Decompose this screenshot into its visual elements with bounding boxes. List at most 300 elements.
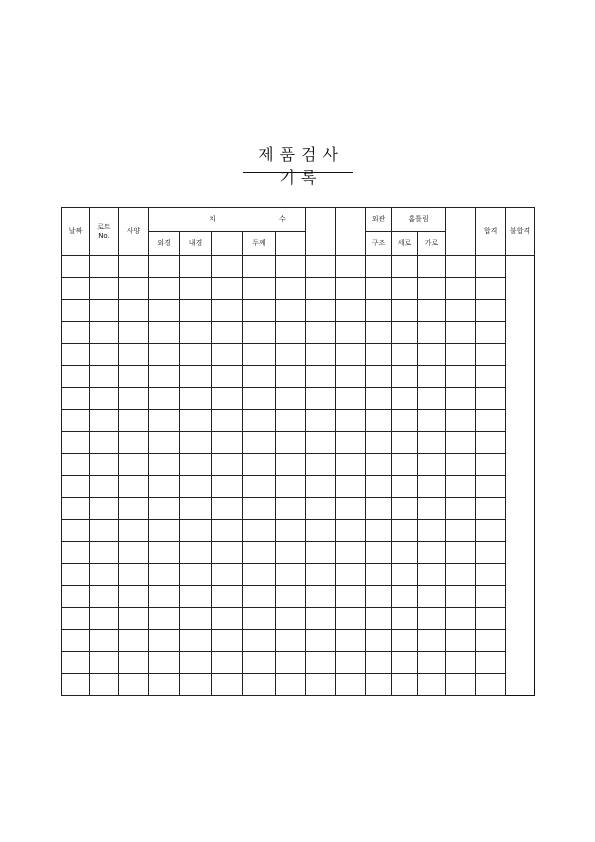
table-cell xyxy=(119,300,149,322)
table-cell xyxy=(119,454,149,476)
table-row xyxy=(62,322,535,344)
table-cell xyxy=(62,674,90,696)
header-inner-diameter: 내경 xyxy=(180,232,212,256)
table-cell xyxy=(119,432,149,454)
table-cell xyxy=(149,454,180,476)
table-cell xyxy=(90,454,119,476)
table-cell xyxy=(446,608,476,630)
table-cell xyxy=(243,322,276,344)
table-cell xyxy=(476,586,506,608)
table-cell xyxy=(336,300,366,322)
table-cell xyxy=(90,586,119,608)
table-cell xyxy=(446,410,476,432)
table-cell xyxy=(446,432,476,454)
table-cell xyxy=(119,388,149,410)
table-cell xyxy=(392,498,418,520)
table-cell xyxy=(366,542,392,564)
table-cell xyxy=(366,652,392,674)
table-cell xyxy=(392,652,418,674)
header-appearance: 외관 xyxy=(366,208,392,232)
header-dimensions xyxy=(149,208,306,232)
table-cell xyxy=(336,322,366,344)
table-cell xyxy=(90,322,119,344)
table-cell xyxy=(418,564,446,586)
table-cell xyxy=(392,300,418,322)
table-cell xyxy=(180,410,212,432)
table-cell xyxy=(62,388,90,410)
table-cell xyxy=(336,542,366,564)
table-cell xyxy=(418,300,446,322)
table-cell xyxy=(149,542,180,564)
table-cell xyxy=(149,476,180,498)
table-cell xyxy=(180,564,212,586)
table-cell xyxy=(62,608,90,630)
header-thickness: 두께 xyxy=(243,232,276,256)
table-row xyxy=(62,344,535,366)
table-cell xyxy=(418,498,446,520)
table-cell xyxy=(276,476,306,498)
table-cell xyxy=(446,256,476,278)
table-cell xyxy=(180,344,212,366)
table-cell xyxy=(180,300,212,322)
table-cell xyxy=(62,586,90,608)
header-lot-number: No. xyxy=(98,231,110,240)
table-cell xyxy=(336,454,366,476)
table-cell xyxy=(392,520,418,542)
table-cell xyxy=(180,454,212,476)
table-cell xyxy=(418,542,446,564)
table-cell xyxy=(149,630,180,652)
table-row xyxy=(62,498,535,520)
table-cell xyxy=(306,454,336,476)
table-row xyxy=(62,652,535,674)
table-cell xyxy=(446,630,476,652)
table-cell xyxy=(243,520,276,542)
table-cell xyxy=(476,454,506,476)
table-cell xyxy=(212,476,243,498)
table-cell xyxy=(212,278,243,300)
table-cell xyxy=(476,608,506,630)
table-cell xyxy=(243,300,276,322)
table-cell xyxy=(392,630,418,652)
table-cell xyxy=(212,454,243,476)
header-horizontal: 가로 xyxy=(418,232,446,256)
table-cell xyxy=(392,608,418,630)
table-cell xyxy=(276,432,306,454)
table-cell xyxy=(336,476,366,498)
table-cell xyxy=(392,410,418,432)
table-cell xyxy=(243,476,276,498)
table-cell xyxy=(336,608,366,630)
table-cell xyxy=(366,344,392,366)
table-cell xyxy=(306,300,336,322)
table-cell xyxy=(366,476,392,498)
table-cell xyxy=(276,586,306,608)
table-cell xyxy=(446,674,476,696)
table-cell xyxy=(392,432,418,454)
table-cell xyxy=(336,388,366,410)
table-cell xyxy=(336,630,366,652)
table-cell xyxy=(306,410,336,432)
table-cell xyxy=(418,322,446,344)
table-cell xyxy=(446,388,476,410)
table-cell xyxy=(62,564,90,586)
table-cell xyxy=(119,322,149,344)
table-cell xyxy=(243,454,276,476)
table-row xyxy=(62,410,535,432)
table-cell xyxy=(418,278,446,300)
table-cell xyxy=(392,278,418,300)
table-cell xyxy=(149,366,180,388)
table-cell xyxy=(149,300,180,322)
table-cell xyxy=(476,520,506,542)
table-cell xyxy=(366,410,392,432)
table-cell xyxy=(243,498,276,520)
table-cell xyxy=(366,674,392,696)
table-cell xyxy=(212,498,243,520)
table-cell xyxy=(392,542,418,564)
table-cell xyxy=(366,608,392,630)
table-row xyxy=(62,256,535,278)
table-cell xyxy=(62,300,90,322)
table-cell xyxy=(243,410,276,432)
table-cell xyxy=(366,586,392,608)
table-cell xyxy=(476,256,506,278)
table-cell xyxy=(119,344,149,366)
table-cell xyxy=(243,256,276,278)
table-cell xyxy=(418,520,446,542)
table-cell xyxy=(366,454,392,476)
table-cell xyxy=(149,278,180,300)
table-row xyxy=(62,432,535,454)
table-row xyxy=(62,608,535,630)
table-cell xyxy=(446,278,476,300)
table-cell xyxy=(243,564,276,586)
table-cell xyxy=(306,586,336,608)
table-cell xyxy=(306,652,336,674)
table-cell xyxy=(366,278,392,300)
table-cell xyxy=(149,674,180,696)
table-cell xyxy=(180,432,212,454)
table-row xyxy=(62,454,535,476)
table-cell xyxy=(90,476,119,498)
table-cell xyxy=(446,476,476,498)
table-cell xyxy=(418,674,446,696)
table-cell xyxy=(180,542,212,564)
header-lot-no xyxy=(90,208,119,256)
table-cell xyxy=(336,652,366,674)
table-cell xyxy=(212,388,243,410)
table-cell xyxy=(243,388,276,410)
table-cell xyxy=(90,300,119,322)
table-cell xyxy=(119,652,149,674)
table-cell xyxy=(418,432,446,454)
table-cell xyxy=(476,630,506,652)
header-empty-sub-2 xyxy=(276,232,306,256)
table-row xyxy=(62,674,535,696)
table-cell xyxy=(90,674,119,696)
table-row xyxy=(62,542,535,564)
table-cell xyxy=(276,674,306,696)
table-cell xyxy=(418,652,446,674)
table-cell xyxy=(119,542,149,564)
table-cell xyxy=(306,608,336,630)
table-cell xyxy=(62,454,90,476)
header-blank-1 xyxy=(306,208,336,256)
table-cell xyxy=(180,388,212,410)
table-cell xyxy=(243,608,276,630)
table-row xyxy=(62,300,535,322)
table-cell xyxy=(476,432,506,454)
table-cell xyxy=(276,388,306,410)
table-cell xyxy=(392,344,418,366)
table-cell xyxy=(212,256,243,278)
table-cell xyxy=(366,630,392,652)
table-cell xyxy=(62,652,90,674)
table-cell xyxy=(276,520,306,542)
table-cell xyxy=(62,542,90,564)
table-cell xyxy=(90,608,119,630)
table-cell xyxy=(149,608,180,630)
table-cell xyxy=(212,520,243,542)
table-cell xyxy=(336,278,366,300)
table-cell xyxy=(418,344,446,366)
table-cell xyxy=(149,564,180,586)
header-outer-diameter: 외경 xyxy=(149,232,180,256)
table-cell xyxy=(243,278,276,300)
form-title: 제품검사기록 xyxy=(258,145,344,187)
table-cell xyxy=(392,322,418,344)
table-cell xyxy=(276,608,306,630)
table-cell xyxy=(90,278,119,300)
table-cell xyxy=(212,366,243,388)
table-cell xyxy=(276,366,306,388)
table-cell xyxy=(90,564,119,586)
table-cell xyxy=(243,674,276,696)
header-vertical: 세로 xyxy=(392,232,418,256)
table-cell xyxy=(476,366,506,388)
table-cell xyxy=(90,498,119,520)
table-cell xyxy=(276,344,306,366)
table-cell xyxy=(306,630,336,652)
table-cell xyxy=(243,542,276,564)
table-cell xyxy=(212,564,243,586)
header-fail: 불합격 xyxy=(506,208,535,256)
table-cell xyxy=(366,256,392,278)
table-cell xyxy=(446,344,476,366)
table-cell xyxy=(180,256,212,278)
table-cell xyxy=(62,410,90,432)
table-cell xyxy=(446,322,476,344)
table-cell xyxy=(90,366,119,388)
table-cell xyxy=(90,256,119,278)
table-cell xyxy=(476,564,506,586)
table-cell xyxy=(446,564,476,586)
table-cell xyxy=(62,520,90,542)
table-cell xyxy=(366,432,392,454)
table-cell xyxy=(276,278,306,300)
table-cell xyxy=(336,344,366,366)
table-cell xyxy=(149,388,180,410)
table-cell xyxy=(446,366,476,388)
table-cell xyxy=(149,344,180,366)
table-cell xyxy=(336,366,366,388)
table-cell xyxy=(306,542,336,564)
table-cell xyxy=(306,256,336,278)
table-cell xyxy=(392,454,418,476)
table-cell xyxy=(336,256,366,278)
header-row-1 xyxy=(62,208,535,232)
table-cell xyxy=(149,432,180,454)
table-cell xyxy=(212,410,243,432)
table-cell xyxy=(306,322,336,344)
header-lot: 로트 xyxy=(97,222,111,231)
table-cell xyxy=(119,278,149,300)
header-structure: 구조 xyxy=(366,232,392,256)
table-cell xyxy=(276,410,306,432)
table-cell xyxy=(366,520,392,542)
table-cell xyxy=(366,388,392,410)
table-cell xyxy=(392,674,418,696)
table-cell xyxy=(392,586,418,608)
table-cell xyxy=(476,476,506,498)
table-cell xyxy=(276,652,306,674)
header-spec: 사양 xyxy=(119,208,149,256)
table-cell xyxy=(62,278,90,300)
table-cell xyxy=(418,608,446,630)
table-cell xyxy=(306,564,336,586)
table-cell xyxy=(366,322,392,344)
table-cell xyxy=(212,542,243,564)
header-blank-3 xyxy=(446,208,476,256)
table-cell xyxy=(392,476,418,498)
table-cell xyxy=(306,520,336,542)
table-cell xyxy=(446,498,476,520)
table-cell xyxy=(306,344,336,366)
table-cell xyxy=(119,630,149,652)
table-cell xyxy=(392,256,418,278)
table-cell xyxy=(180,322,212,344)
table-cell xyxy=(306,366,336,388)
table-cell xyxy=(90,542,119,564)
table-cell xyxy=(418,388,446,410)
table-row xyxy=(62,476,535,498)
table-cell xyxy=(180,366,212,388)
table-cell xyxy=(476,652,506,674)
table-cell xyxy=(180,608,212,630)
table-cell xyxy=(62,498,90,520)
table-cell xyxy=(180,498,212,520)
table-cell xyxy=(119,366,149,388)
table-cell xyxy=(476,322,506,344)
table-cell xyxy=(276,630,306,652)
table-row xyxy=(62,366,535,388)
table-cell xyxy=(212,300,243,322)
table-cell xyxy=(306,674,336,696)
table-cell xyxy=(62,476,90,498)
table-cell xyxy=(243,652,276,674)
table-cell xyxy=(392,564,418,586)
table-cell xyxy=(119,476,149,498)
table-cell xyxy=(366,366,392,388)
table-cell xyxy=(306,476,336,498)
table-cell xyxy=(418,410,446,432)
table-cell xyxy=(418,366,446,388)
table-row xyxy=(62,564,535,586)
table-cell xyxy=(149,498,180,520)
table-cell xyxy=(336,498,366,520)
table-cell xyxy=(212,586,243,608)
table-cell xyxy=(243,432,276,454)
table-cell xyxy=(306,498,336,520)
header-empty-sub xyxy=(212,232,243,256)
table-cell xyxy=(180,278,212,300)
table-cell xyxy=(62,630,90,652)
table-cell xyxy=(149,256,180,278)
table-cell xyxy=(336,520,366,542)
table-cell xyxy=(212,630,243,652)
header-sub-group: 홈틀림 xyxy=(392,208,446,232)
table-cell xyxy=(243,344,276,366)
table-cell xyxy=(62,432,90,454)
table-cell xyxy=(306,388,336,410)
table-cell xyxy=(392,388,418,410)
table-cell xyxy=(212,608,243,630)
table-cell xyxy=(306,278,336,300)
table-row xyxy=(62,278,535,300)
table-cell xyxy=(476,410,506,432)
table-cell xyxy=(180,476,212,498)
table-cell xyxy=(90,432,119,454)
table-cell xyxy=(62,256,90,278)
table-cell xyxy=(418,476,446,498)
table-cell xyxy=(476,278,506,300)
header-pass: 합격 xyxy=(476,208,506,256)
table-cell xyxy=(119,498,149,520)
table-cell xyxy=(212,344,243,366)
table-cell xyxy=(243,630,276,652)
table-cell xyxy=(90,344,119,366)
table-cell xyxy=(366,564,392,586)
table-row xyxy=(62,630,535,652)
table-cell xyxy=(418,586,446,608)
table-cell xyxy=(149,322,180,344)
table-row xyxy=(62,388,535,410)
table-cell xyxy=(180,630,212,652)
title-underline xyxy=(243,172,353,173)
inspection-record-table xyxy=(61,207,535,696)
table-cell xyxy=(446,652,476,674)
table-cell xyxy=(90,630,119,652)
table-cell xyxy=(276,256,306,278)
table-cell xyxy=(476,388,506,410)
table-cell xyxy=(276,564,306,586)
table-cell xyxy=(276,454,306,476)
table-cell xyxy=(243,586,276,608)
table-cell xyxy=(476,300,506,322)
table-cell xyxy=(476,344,506,366)
header-date: 날짜 xyxy=(62,208,90,256)
table-cell xyxy=(276,322,306,344)
table-cell xyxy=(119,608,149,630)
table-cell xyxy=(119,256,149,278)
table-cell xyxy=(212,322,243,344)
table-cell xyxy=(149,410,180,432)
table-cell xyxy=(62,322,90,344)
table-cell xyxy=(149,652,180,674)
header-dimension-char2: 수 xyxy=(279,215,286,223)
table-cell xyxy=(446,300,476,322)
